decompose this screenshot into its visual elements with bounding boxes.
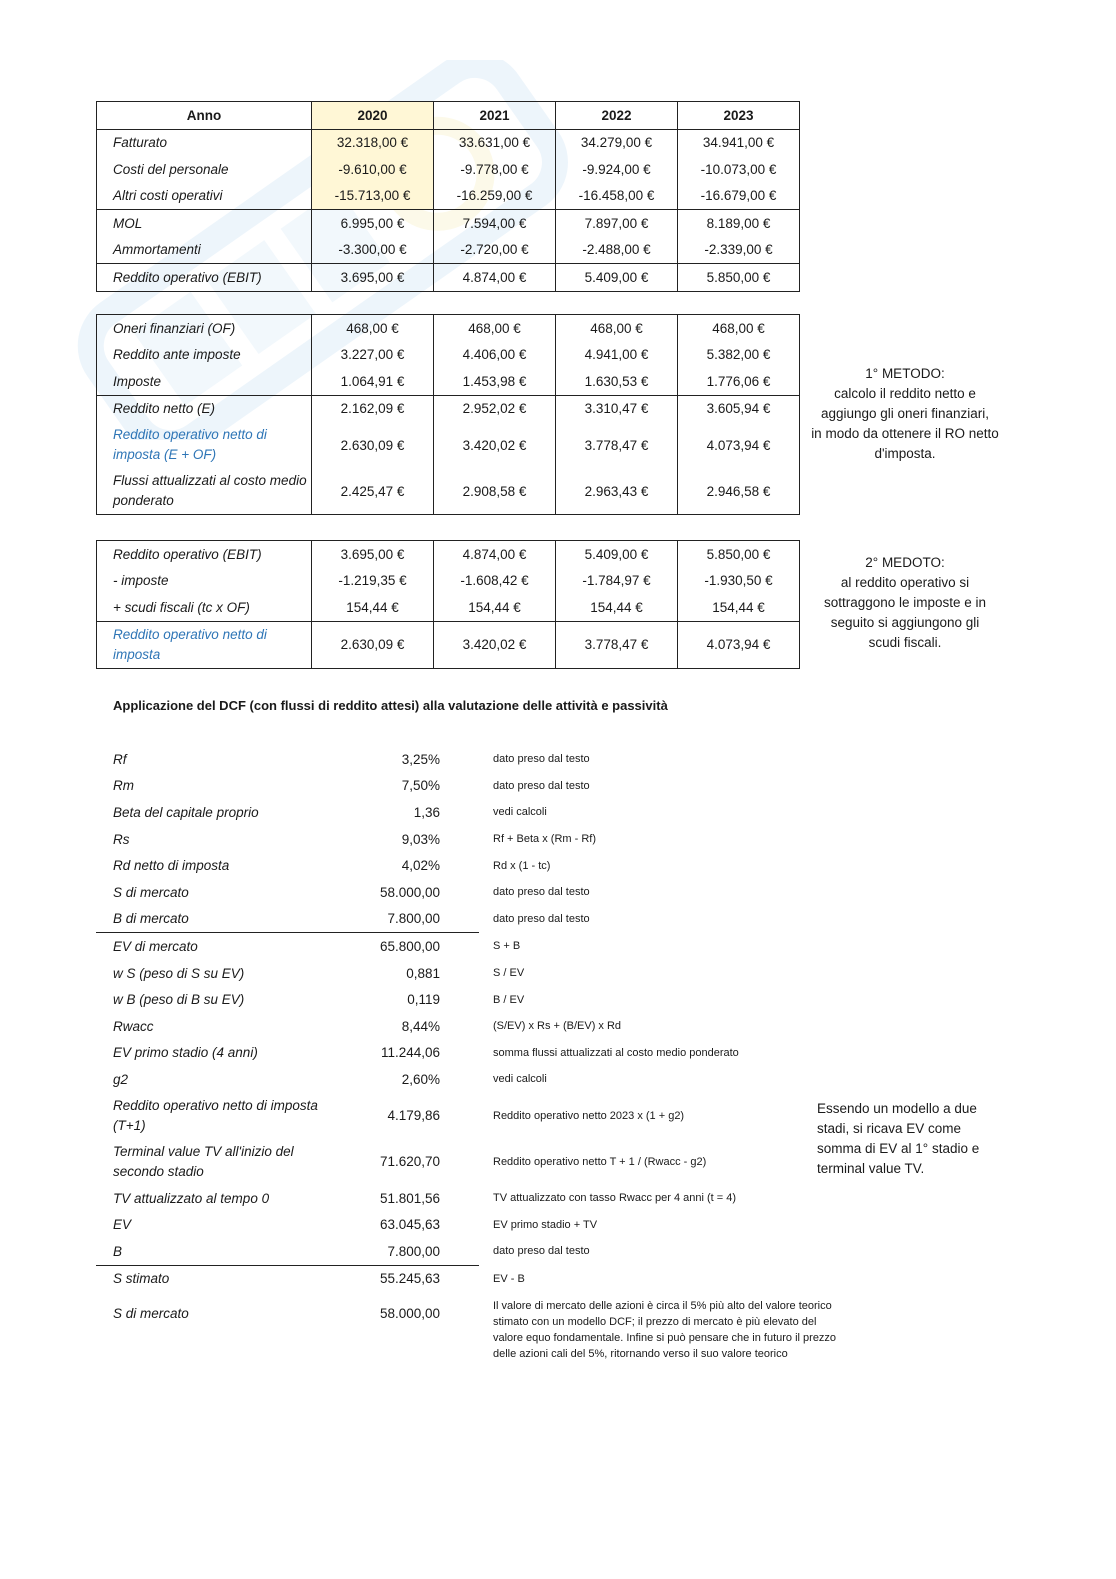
row-label: Altri costi operativi [97,183,312,210]
dcf-comment: (S/EV) x Rs + (B/EV) x Rd [493,1020,622,1033]
cell-value: 3.605,94 € [678,395,800,422]
dcf-value: 0,881 [406,965,440,981]
row-label: Reddito operativo (EBIT) [97,264,312,292]
dcf-comment: dato preso dal testo [493,779,590,792]
dcf-comment: dato preso dal testo [493,1245,590,1258]
table-row [97,568,800,595]
cell-value: 4.874,00 € [434,541,556,568]
header-anno: Anno [97,102,312,130]
cell-value: 5.409,00 € [556,264,678,292]
row-label: Costi del personale [97,156,312,183]
cell-value: 2.425,47 € [312,468,434,515]
dcf-row [96,773,843,800]
cell-value: 7.897,00 € [556,210,678,237]
table-row [97,422,800,468]
row-label: Oneri finanziari (OF) [97,315,312,342]
table-row [97,621,800,668]
dcf-name: EV di mercato [113,938,198,954]
cell-value: 3.778,47 € [556,422,678,468]
row-label: Flussi attualizzati al costo medio ponderato [97,468,312,515]
dcf-value: 2,60% [401,1071,440,1087]
cell-value: 1.630,53 € [556,368,678,395]
dcf-row [96,826,843,853]
cell-value: 4.073,94 € [678,422,800,468]
dcf-name: Rd netto di imposta [113,858,230,874]
dcf-name: w B (peso di B su EV) [113,992,245,1008]
cell-value: 2.946,58 € [678,468,800,515]
table-row [97,210,800,237]
cell-value: 2.963,43 € [556,468,678,515]
dcf-row [96,906,843,933]
table-row [97,156,800,183]
dcf-value: 4,02% [401,858,440,874]
cell-value: 5.382,00 € [678,342,800,369]
dcf-comment: EV primo stadio + TV [493,1218,598,1231]
dcf-value: 7.800,00 [335,906,479,933]
dcf-name: B [96,1238,335,1265]
dcf-row [96,1040,843,1067]
dcf-row [96,1013,843,1040]
dcf-row [96,1292,843,1362]
dcf-value: 7,50% [401,778,440,794]
cell-value: 1.776,06 € [678,368,800,395]
dcf-name: Rs [113,831,130,847]
dcf-comment: Rf + Beta x (Rm - Rf) [493,833,596,846]
dcf-value: 51.801,56 [379,1190,440,1206]
cell-value: 5.850,00 € [678,541,800,568]
cell-value: 468,00 € [556,315,678,342]
cell-value: -10.073,00 € [678,156,800,183]
dcf-value: 0,119 [407,992,440,1008]
cell-value: -1.608,42 € [434,568,556,595]
dcf-value: 58.000,00 [379,1306,440,1322]
table-row [97,368,800,395]
header-2021: 2021 [434,102,556,130]
dcf-row [96,986,843,1013]
cell-value: 3.778,47 € [556,621,678,668]
dcf-row [96,1265,843,1292]
table-row [97,315,800,342]
dcf-value: 9,03% [401,831,440,847]
cell-value: 2.162,09 € [312,395,434,422]
cell-value: -15.713,00 € [312,183,434,210]
dcf-comment: EV - B [493,1272,525,1285]
method-2-note: 2° MEDOTO: al reddito operativo si sottraggono le imposte e in seguito si aggiungono gli scudi fiscali. [823,555,987,650]
dcf-name: Rf [113,751,127,767]
row-label: Fatturato [97,129,312,156]
cell-value: 468,00 € [312,315,434,342]
dcf-comment: vedi calcoli [493,1073,547,1086]
cell-value: 3.420,02 € [434,621,556,668]
cell-value: -2.720,00 € [434,237,556,264]
dcf-table [96,746,843,1362]
cell-value: 2.952,02 € [434,395,556,422]
dcf-comment: dato preso dal testo [493,753,590,766]
cell-value: 5.850,00 € [678,264,800,292]
cell-value: -2.488,00 € [556,237,678,264]
dcf-comment: S + B [493,940,521,953]
dcf-name: g2 [113,1071,129,1087]
cell-value: 154,44 € [434,594,556,621]
table-header-row [97,102,800,130]
row-label: - imposte [97,568,312,595]
cell-value: 2.630,09 € [312,621,434,668]
dcf-comment: dato preso dal testo [493,913,590,926]
dcf-value: 3,25% [401,751,440,767]
row-label: MOL [97,210,312,237]
dcf-section-title: Applicazione del DCF (con flussi di reddito attesi) alla valutazione delle attività e passività [113,698,668,713]
dcf-value: 11.244,06 [380,1045,440,1061]
cell-value: -9.610,00 € [312,156,434,183]
cell-value: -1.930,50 € [678,568,800,595]
dcf-name: Reddito operativo netto di imposta (T+1) [113,1097,318,1133]
dcf-comment: Reddito operativo netto 2023 x (1 + g2) [493,1109,685,1122]
dcf-value: 1,36 [413,804,440,820]
dcf-comment: Reddito operativo netto T + 1 / (Rwacc - g2) [493,1155,707,1168]
cell-value: 8.189,00 € [678,210,800,237]
cell-value: -16.458,00 € [556,183,678,210]
header-2020: 2020 [312,102,434,130]
table-row [97,594,800,621]
cell-value: 3.420,02 € [434,422,556,468]
dcf-row [96,799,843,826]
cell-value: 4.941,00 € [556,342,678,369]
cell-value: 3.227,00 € [312,342,434,369]
dcf-name: Rm [113,778,134,794]
dcf-comment: S / EV [493,967,525,980]
cell-value: -9.778,00 € [434,156,556,183]
cell-value: 34.279,00 € [556,129,678,156]
table-row [97,237,800,264]
row-label: + scudi fiscali (tc x OF) [97,594,312,621]
cell-value: 34.941,00 € [678,129,800,156]
dcf-name: TV attualizzato al tempo 0 [113,1190,270,1206]
table-row [97,342,800,369]
dcf-name: w S (peso di S su EV) [113,965,245,981]
dcf-comment: Rd x (1 - tc) [493,859,551,872]
header-2023: 2023 [678,102,800,130]
cell-value: 3.695,00 € [312,264,434,292]
table-row [97,541,800,568]
method-1-note: 1° METODO: calcolo il reddito netto e aggiungo gli oneri finanziari, in modo da ottenere il RO netto d'imposta. [811,366,999,461]
row-label: Imposte [97,368,312,395]
cell-value: 3.310,47 € [556,395,678,422]
two-stage-note: Essendo un modello a due stadi, si ricava EV come somma di EV al 1° stadio e terminal value TV. [817,1101,980,1176]
dcf-row [96,1093,843,1139]
dcf-value: 4.179,86 [387,1108,440,1124]
cell-value: 6.995,00 € [312,210,434,237]
cell-value: -16.259,00 € [434,183,556,210]
dcf-value: 65.800,00 [379,938,440,954]
dcf-conclusion: Il valore di mercato delle azioni è circa il 5% più alto del valore teorico stimato con un modello DCF; il prezzo di mercato è più elevato del valore equo fondamentale. Infine si può pensare che in futuro il prezzo delle azioni cali del 5%, ritornando verso il suo valore teorico [493,1300,837,1361]
row-label: Reddito operativo netto di imposta (E + OF) [97,422,312,468]
dcf-row [96,1185,843,1212]
row-label: Reddito operativo (EBIT) [97,541,312,568]
dcf-name: Terminal value TV all'inizio del secondo stadio [113,1143,294,1179]
dcf-value: 58.000,00 [379,884,440,900]
dcf-name: B di mercato [96,906,335,933]
dcf-value: 8,44% [401,1018,440,1034]
dcf-name: S stimato [113,1271,170,1287]
dcf-comment: B / EV [493,993,525,1006]
dcf-name: EV primo stadio (4 anni) [113,1045,258,1061]
row-label: Reddito operativo netto di imposta [97,621,312,668]
cell-value: -1.219,35 € [312,568,434,595]
dcf-comment: vedi calcoli [493,806,547,819]
dcf-row [96,879,843,906]
dcf-row [96,960,843,987]
dcf-row [96,746,843,773]
dcf-value: 63.045,63 [379,1217,440,1233]
dcf-row [96,933,843,960]
dcf-value: 71.620,70 [379,1154,440,1170]
dcf-row [96,1139,843,1185]
net-income-table [96,314,800,515]
row-label: Reddito ante imposte [97,342,312,369]
cell-value: 2.630,09 € [312,422,434,468]
cell-value: -2.339,00 € [678,237,800,264]
dcf-comment: dato preso dal testo [493,886,590,899]
cell-value: 154,44 € [678,594,800,621]
cell-value: -9.924,00 € [556,156,678,183]
row-label: Reddito netto (E) [97,395,312,422]
cell-value: 32.318,00 € [312,129,434,156]
cell-value: 3.695,00 € [312,541,434,568]
dcf-name: S di mercato [113,884,189,900]
dcf-row [96,1066,843,1093]
operating-income-table [96,540,800,669]
cell-value: -1.784,97 € [556,568,678,595]
cell-value: 4.874,00 € [434,264,556,292]
cell-value: -3.300,00 € [312,237,434,264]
dcf-name: EV [113,1217,132,1233]
dcf-row [96,1211,843,1238]
dcf-comment: somma flussi attualizzati al costo medio ponderato [493,1046,739,1059]
cell-value: 468,00 € [434,315,556,342]
cell-value: 4.406,00 € [434,342,556,369]
dcf-value: 55.245,63 [379,1271,440,1287]
dcf-name: S di mercato [113,1306,189,1322]
cell-value: 2.908,58 € [434,468,556,515]
income-table [96,101,800,292]
dcf-value: 7.800,00 [335,1238,479,1265]
dcf-row [96,1238,843,1265]
cell-value: 5.409,00 € [556,541,678,568]
row-label: Ammortamenti [97,237,312,264]
cell-value: 154,44 € [312,594,434,621]
table-row [97,395,800,422]
header-2022: 2022 [556,102,678,130]
dcf-name: Beta del capitale proprio [113,804,259,820]
table-row [97,264,800,292]
dcf-name: Rwacc [113,1018,154,1034]
dcf-row [96,852,843,879]
cell-value: 154,44 € [556,594,678,621]
cell-value: 468,00 € [678,315,800,342]
cell-value: 33.631,00 € [434,129,556,156]
table-row [97,468,800,515]
cell-value: -16.679,00 € [678,183,800,210]
cell-value: 4.073,94 € [678,621,800,668]
dcf-comment: TV attualizzato con tasso Rwacc per 4 anni (t = 4) [493,1192,737,1205]
table-row [97,183,800,210]
cell-value: 7.594,00 € [434,210,556,237]
cell-value: 1.453,98 € [434,368,556,395]
cell-value: 1.064,91 € [312,368,434,395]
table-row [97,129,800,156]
